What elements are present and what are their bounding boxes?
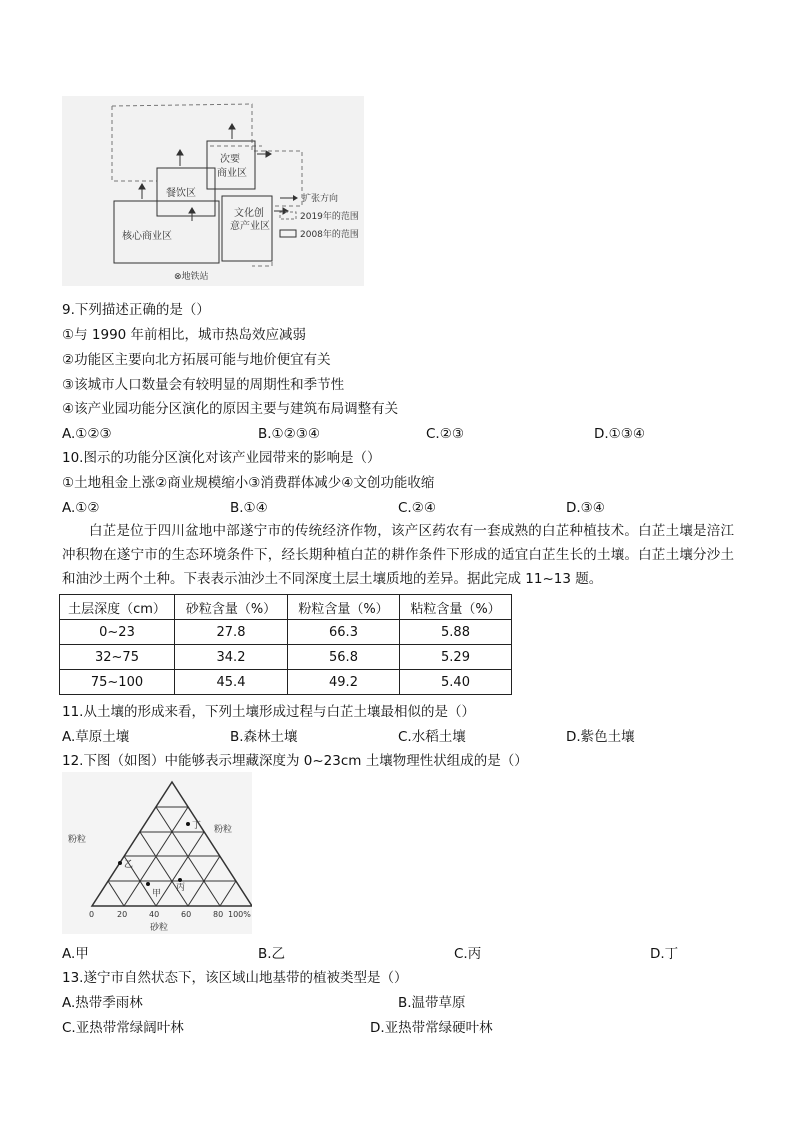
tick-label: 0 [89,910,95,919]
tick-label: 40 [149,910,160,919]
expansion-arrows [139,124,288,221]
q13-option-d[interactable]: D.亚热带常绿硬叶林 [370,1020,493,1036]
q10-option-c[interactable]: C.②④ [398,500,436,516]
legend-2019: 2019年的范围 [300,212,359,222]
table-row [60,670,512,695]
point-label-jia: 甲 [152,889,162,899]
legend-2008: 2008年的范围 [300,230,359,240]
passage-text: 白芷是位于四川盆地中部遂宁市的传统经济作物，该产区药农有一套成熟的白芷种植技术。白芷土壤是涪江冲积物在遂宁市的生态环境条件下，经长期种植白芷的耕作条件下形成的适宜白芷生长的土壤。白芷土壤分沙土和油沙土两个土种。下表表示油沙土不同深度土层土壤质地的差异。据此完成 11~13 题。 [62,523,734,587]
q11-option-c[interactable]: C.水稻土壤 [398,729,466,745]
q11-stem: 11.从土壤的形成来看，下列土壤形成过程与白芷土壤最相似的是（） [62,704,475,720]
table-row [60,645,512,670]
q10-statements: ①土地租金上涨②商业规模缩小③消费群体减少④文创功能收缩 [62,475,435,491]
q10-option-d[interactable]: D.③④ [566,500,605,516]
q10-stem: 10.图示的功能分区演化对该产业园带来的影响是（） [62,450,381,466]
zone-map-figure [62,96,364,286]
zone-map-svg [62,96,364,286]
core-zone-label: 核心商业区 [122,231,172,242]
tick-label: 100% [228,910,251,919]
q9-statement-3: ③该城市人口数量会有较明显的周期性和季节性 [62,377,345,393]
q9-statement-1: ①与 1990 年前相比，城市热岛效应减弱 [62,327,307,343]
legend-expansion: 扩张方向 [302,194,339,204]
table-header: 粘粒含量（%） [400,595,512,620]
table-cell: 27.8 [175,620,288,645]
table-row [60,620,512,645]
q13-stem: 13.遂宁市自然状态下，该区域山地基带的植被类型是（） [62,970,408,986]
triangle-grid [92,782,252,906]
bottom-ticks [89,910,251,919]
q11-option-a[interactable]: A.草原土壤 [62,729,130,745]
q13-option-b[interactable]: B.温带草原 [398,995,466,1011]
q12-option-a[interactable]: A.甲 [62,946,89,962]
table-cell: 32~75 [60,645,175,670]
point-label-ding: 丁 [192,821,202,831]
point-ding [186,822,190,826]
secondary-zone-box [207,141,255,189]
tick-label: 80 [213,910,224,919]
map-legend [280,192,359,240]
table-cell: 5.88 [400,620,512,645]
q12-option-c[interactable]: C.丙 [454,946,482,962]
table-header-row [60,595,512,620]
q9-statement-2: ②功能区主要向北方拓展可能与地价便宜有关 [62,352,331,368]
range-2019-outline-left [112,106,157,216]
soil-texture-table [59,594,512,695]
bottom-axis-label: 砂粒 [150,923,169,933]
table-cell: 5.40 [400,670,512,695]
table-cell: 49.2 [288,670,400,695]
point-jia [146,882,150,886]
table-cell: 34.2 [175,645,288,670]
table-header: 砂粒含量（%） [175,595,288,620]
secondary-zone-label-1: 次要 [220,154,240,165]
q12-option-b[interactable]: B.乙 [258,946,286,962]
q9-option-c[interactable]: C.②③ [426,426,464,442]
soil-triangle-figure [62,772,252,934]
cultural-zone-label-2: 意产业区 [230,221,270,232]
point-label-yi: 乙 [124,860,134,870]
q9-option-b[interactable]: B.①②③④ [258,426,320,442]
table-header: 粉粒含量（%） [288,595,400,620]
q13-option-a[interactable]: A.热带季雨林 [62,995,143,1011]
table-header: 土层深度（cm） [60,595,175,620]
right-axis-label: 粉粒 [214,825,233,835]
q11-option-b[interactable]: B.森林土壤 [230,729,298,745]
q9-option-d[interactable]: D.①③④ [594,426,645,442]
q12-option-d[interactable]: D.丁 [650,946,679,962]
soil-triangle-svg [62,772,252,934]
q12-stem: 12.下图（如图）中能够表示埋藏深度为 0~23cm 土壤物理性状组成的是（） [62,753,528,769]
table-cell: 45.4 [175,670,288,695]
q11-option-d[interactable]: D.紫色土壤 [566,729,635,745]
table-cell: 75~100 [60,670,175,695]
q9-statement-4: ④该产业园功能分区演化的原因主要与建筑布局调整有关 [62,401,399,417]
point-yi [118,861,122,865]
q9-option-a[interactable]: A.①②③ [62,426,112,442]
q13-option-c[interactable]: C.亚热带常绿阔叶林 [62,1020,184,1036]
table-cell: 56.8 [288,645,400,670]
point-bing [178,878,182,882]
metro-station-label: ⊗地铁站 [174,272,209,282]
q10-option-b[interactable]: B.①④ [230,500,268,516]
point-label-bing: 丙 [176,883,186,893]
table-cell: 66.3 [288,620,400,645]
table-cell: 0~23 [60,620,175,645]
tick-label: 20 [117,910,128,919]
secondary-zone-label-2: 商业区 [217,168,247,179]
q10-option-a[interactable]: A.①② [62,500,100,516]
left-axis-label: 粉粒 [68,835,87,845]
cultural-zone-label-1: 文化创 [234,208,264,219]
dining-zone-label: 餐饮区 [166,188,196,199]
tick-label: 60 [181,910,192,919]
table-cell: 5.29 [400,645,512,670]
q9-stem: 9.下列描述正确的是（） [62,302,210,318]
